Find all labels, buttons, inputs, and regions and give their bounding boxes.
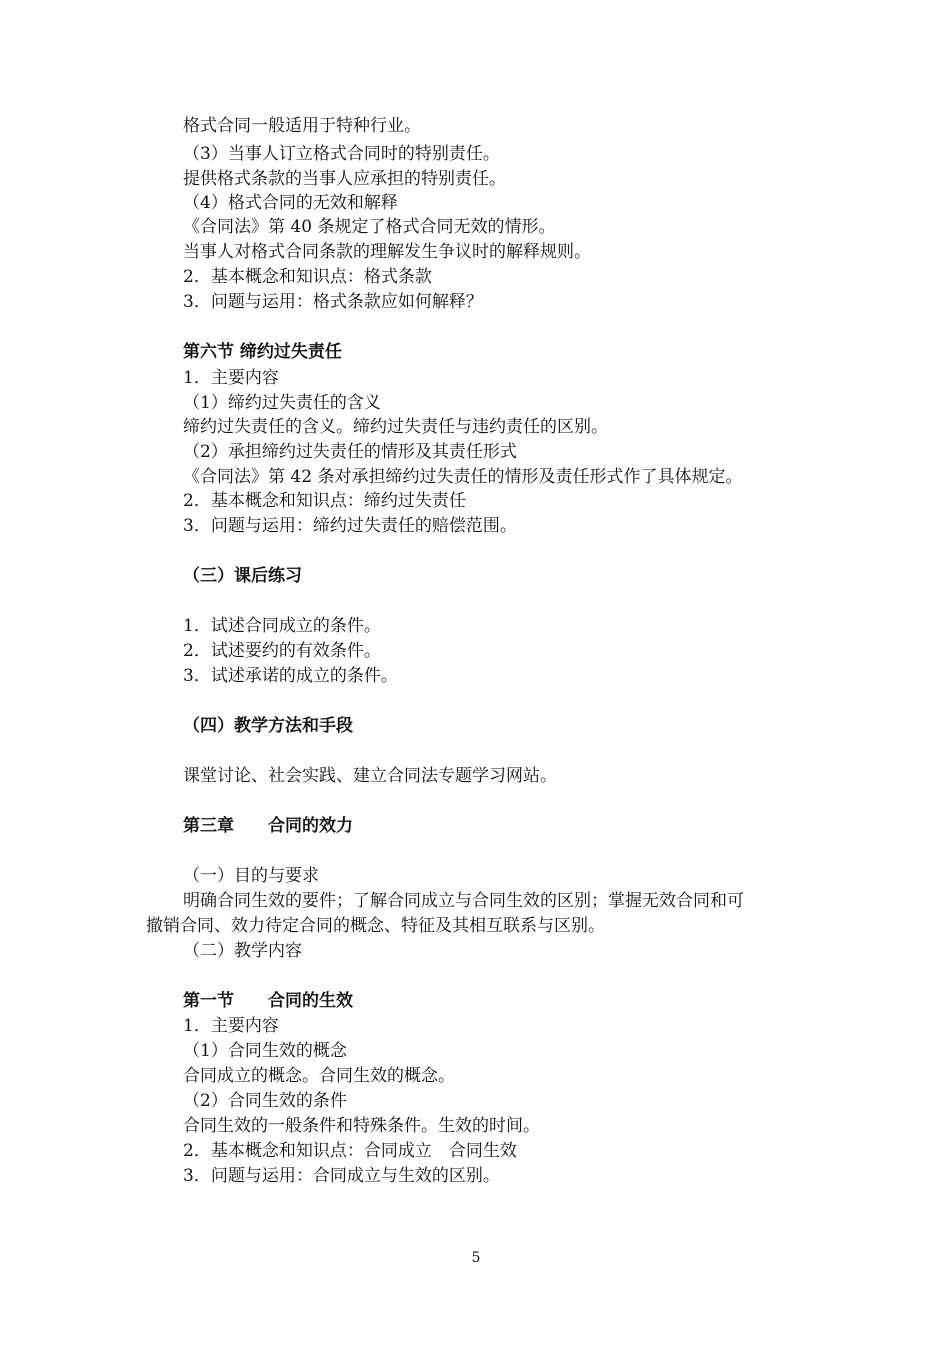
text-line: 合同成立的概念。合同生效的概念。 xyxy=(183,1066,455,1086)
text-line: （1）缔约过失责任的含义 xyxy=(183,393,381,413)
text-line: 当事人对格式合同条款的理解发生争议时的解释规则。 xyxy=(183,242,591,262)
text-line: 合同生效的一般条件和特殊条件。生效的时间。 xyxy=(183,1116,540,1136)
text-line: （一）目的与要求 xyxy=(183,866,319,886)
text-line: （二）教学内容 xyxy=(183,941,302,961)
text-line: 课堂讨论、社会实践、建立合同法专题学习网站。 xyxy=(183,766,557,786)
text-line: （2）合同生效的条件 xyxy=(183,1091,347,1111)
text-line: 2．基本概念和知识点：缔约过失责任 xyxy=(183,491,466,511)
text-line: 2．试述要约的有效条件。 xyxy=(183,641,381,661)
text-line: 1．主要内容 xyxy=(183,368,279,388)
page-number: 5 xyxy=(471,1250,481,1266)
section-heading: （三）课后练习 xyxy=(183,566,302,586)
text-line: 1．主要内容 xyxy=(183,1016,279,1036)
text-line: 格式合同一般适用于特种行业。 xyxy=(183,116,421,136)
section-heading: 第六节 缔约过失责任 xyxy=(183,342,342,362)
text-line: （1）合同生效的概念 xyxy=(183,1041,347,1061)
text-line: 《合同法》第 40 条规定了格式合同无效的情形。 xyxy=(183,217,556,237)
text-line: 3．问题与运用：合同成立与生效的区别。 xyxy=(183,1166,500,1186)
text-line: 撤销合同、效力待定合同的概念、特征及其相互联系与区别。 xyxy=(146,916,605,936)
text-line: 1．试述合同成立的条件。 xyxy=(183,616,381,636)
text-line: 《合同法》第 42 条对承担缔约过失责任的情形及责任形式作了具体规定。 xyxy=(183,467,743,487)
text-line: 提供格式条款的当事人应承担的特别责任。 xyxy=(183,169,506,189)
chapter-heading: 第三章 合同的效力 xyxy=(183,816,353,836)
text-line: （4）格式合同的无效和解释 xyxy=(183,193,398,213)
text-line: 3．试述承诺的成立的条件。 xyxy=(183,666,398,686)
text-line: 2．基本概念和知识点：格式条款 xyxy=(183,267,432,287)
text-line: （3）当事人订立格式合同时的特别责任。 xyxy=(183,144,500,164)
text-line: 明确合同生效的要件；了解合同成立与合同生效的区别；掌握无效合同和可 xyxy=(183,891,744,911)
text-line: 3．问题与运用：格式条款应如何解释？ xyxy=(183,292,483,312)
text-line: （2）承担缔约过失责任的情形及其责任形式 xyxy=(183,442,517,462)
text-line: 2．基本概念和知识点：合同成立 合同生效 xyxy=(183,1141,517,1161)
section-heading: （四）教学方法和手段 xyxy=(183,716,353,736)
section-heading: 第一节 合同的生效 xyxy=(183,991,353,1011)
text-line: 3．问题与运用：缔约过失责任的赔偿范围。 xyxy=(183,516,517,536)
text-line: 缔约过失责任的含义。缔约过失责任与违约责任的区别。 xyxy=(183,417,608,437)
